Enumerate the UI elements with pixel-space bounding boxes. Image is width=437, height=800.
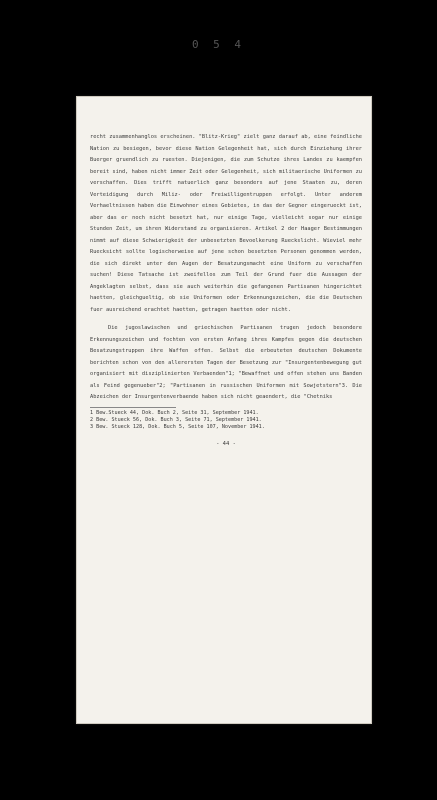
frame-number: 0 5 4 (191, 38, 246, 51)
footnote-3: 3 Bew. Stueck 128, Dok. Buch 5, Seite 107, November 1941. (90, 423, 265, 430)
document-page (76, 96, 372, 724)
footnote-rule (90, 407, 176, 408)
paragraph-1: recht zusammenhanglos erscheinen. "Blitz-Krieg" zielt ganz darauf ab, eine feindliche Nation zu besiegen, bevor diese Nation Gelegenheit hat, sich durch Einziehung ihrer Buerger gruendlich zu ruesten. Diejenigen, die zum Schutze ihres Landes zu kaempfen bereit sind, haben nicht immer Zeit oder Gelegenheit, sich militaerische Uniformen zu verschaffen. Dies trifft natuerlich ganz besonders auf jene Staaten zu, deren Verteidigung durch Miliz- oder Freiwilligentruppen erfolgt. Unter anderem Verhaeltnissen haben die Einwohner eines Gebietes, in das der Gegner eingerueckt ist, aber das er noch nicht besetzt hat, nur einige Tage, vielleicht sogar nur einige Stunden Zeit, um ihren Widerstand zu organisieren. Artikel 2 der Haager Bestimmungen nimmt auf diese Schwierigkeit der unbesetzten Bevoelkerung Rueckslicht. Wieviel mehr Ruecksicht sollte logischerweise auf jene schon besetzten Personen genommen werden, die sich direkt unter den Augen der Besatzungsmacht eine Uniform zu verschaffen suchen! Diese Tatsache ist zweifellos zum Teil der Grund fuer die Aussagen der Angeklagten selbst, dass sie auch weiterhin die gefangenen Partisanen hingerichtet haetten, gleichgueltig, ob sie Uniformen oder Erkennungszeichen, die die Deutschen fuer ausreichend erachtet haetten, getragen haetten oder nicht. (90, 134, 362, 313)
footnote-2: 2 Bew. Stueck 56, Dok. Buch 3, Seite 71, September 1941. (90, 416, 262, 423)
document-text (90, 132, 362, 451)
paragraph-2: Die jugoslawischen und griechischen Partisanen trugen jedoch besondere Erkennungszeichen und fochten von ersten Anfang ihres Kampfes gegen die deutschen Besatzungstruppen ihre Waffen offen. Selbst die erbeuteten deutschen Dokumente berichten schon von den allerersten Tagen der Besetzung zur "Insurgentenbewegung gut organisiert mit disziplinierten Verbaenden"1; "Bewaffnet und offen stehen uns Banden als Feind gegenueber"2; "Partisanen in russischen Uniformen mit Sowjetstern"3. Die Abzeichen der Insurgentenverbaende haben sich nicht geaendert, die "Chetniks (90, 325, 362, 400)
page-number: - 44 - (216, 441, 236, 448)
footnote-1: 1 Bew.Stueck 44, Dok. Buch 2, Seite 31, September 1941. (90, 409, 259, 416)
